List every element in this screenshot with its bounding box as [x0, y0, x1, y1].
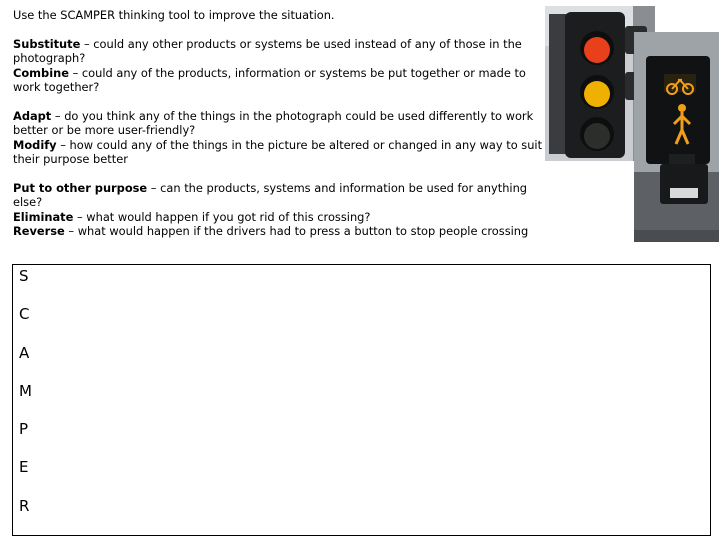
prompt-term: Put to other purpose: [13, 180, 148, 195]
prompt-text: – could any of the products, information or systems be put together or made to work together?: [13, 65, 526, 95]
prompt-eliminate: [13, 210, 543, 224]
letter-c: C: [19, 305, 30, 323]
prompt-text: – could any other products or systems be used instead of any of those in the photograph?: [13, 36, 522, 66]
prompt-reverse: [13, 224, 543, 238]
letter-e: E: [19, 458, 29, 476]
prompt-term: Combine: [13, 65, 69, 80]
prompt-text: – do you think any of the things in the photograph could be used differently to work better or be more user-friendly?: [13, 108, 534, 138]
letter-m: M: [19, 382, 32, 400]
letter-s: S: [19, 267, 29, 285]
prompt-text: – can the products, systems and information be used for anything else?: [13, 180, 528, 210]
letter-p: P: [19, 420, 29, 438]
prompt-text: – what would happen if you got rid of this crossing?: [73, 209, 371, 224]
prompt-term: Modify: [13, 137, 57, 152]
prompt-modify: [13, 138, 543, 167]
letter-a: A: [19, 344, 30, 362]
letter-r: R: [19, 497, 30, 515]
prompt-substitute: [13, 37, 543, 66]
scamper-answer-box[interactable]: [12, 264, 711, 536]
prompt-term: Adapt: [13, 108, 52, 123]
prompt-term: Eliminate: [13, 209, 74, 224]
amber-lamp: [584, 81, 610, 107]
intro-text: Use the SCAMPER thinking tool to improve the situation.: [13, 8, 335, 22]
prompt-text: – how could any of the things in the picture be altered or changed in any way to suit their purpose better: [13, 137, 543, 167]
prompt-text: – what would happen if the drivers had to press a button to stop people crossing: [64, 224, 529, 239]
green-lamp: [584, 123, 610, 149]
red-lamp: [584, 37, 610, 63]
prompt-adapt: [13, 109, 543, 138]
crossing-signal-photo: [634, 32, 719, 242]
instructions: [13, 8, 543, 238]
prompt-put-to-other-purpose: [13, 181, 543, 210]
prompt-term: Reverse: [13, 224, 65, 239]
prompt-term: Substitute: [13, 36, 81, 51]
prompt-combine: [13, 66, 543, 95]
